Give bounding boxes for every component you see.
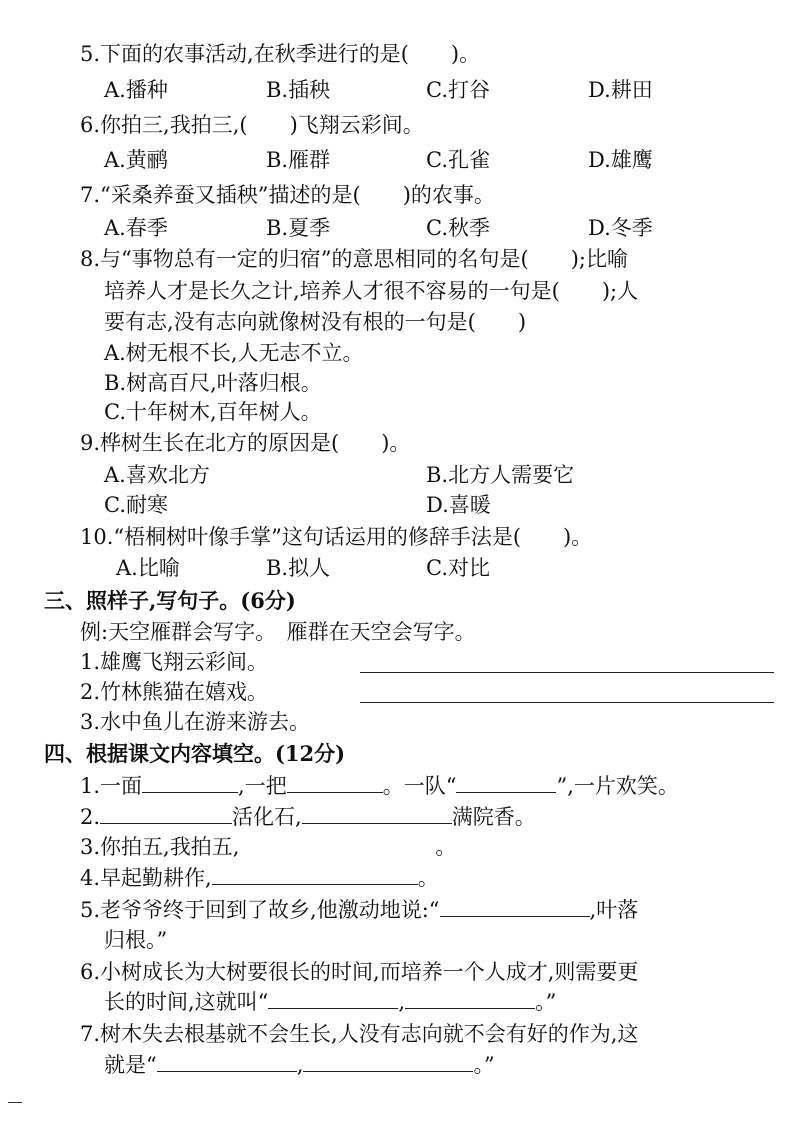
fill-item-7-text-c: , xyxy=(296,1053,304,1077)
fill-blank-4[interactable] xyxy=(212,864,418,885)
fill-blank-7b[interactable] xyxy=(303,1051,473,1072)
fill-item-5-line-2: 归根。” xyxy=(104,928,168,952)
page-corner-mark xyxy=(8,1102,22,1103)
fill-item-2-text-c: 满院香。 xyxy=(451,805,536,829)
answer-line-2[interactable] xyxy=(360,702,774,703)
section-3-item-3: 3.水中鱼儿在游来游去。 xyxy=(80,710,311,734)
q7-option-d: D.冬季 xyxy=(588,216,653,240)
fill-item-5-text-a: 5.老爷爷终于回到了故乡,他激动地说:“ xyxy=(80,898,440,922)
q9-option-a: A.喜欢北方 xyxy=(104,463,210,487)
q8-option-a: A.树无根不长,人无志不立。 xyxy=(104,341,364,365)
q6-option-a: A.黄鹂 xyxy=(104,148,168,172)
q6-option-b: B.雁群 xyxy=(266,148,331,172)
question-5-stem: 5.下面的农事活动,在秋季进行的是( )。 xyxy=(80,42,481,66)
q9-option-b: B.北方人需要它 xyxy=(426,463,575,487)
q5-option-c: C.打谷 xyxy=(426,78,490,102)
q10-option-c: C.对比 xyxy=(426,556,490,580)
fill-item-7-line-2 xyxy=(104,1051,495,1079)
section-3-item-2: 2.竹林熊猫在嬉戏。 xyxy=(80,680,269,704)
fill-item-6-line-1: 6.小树成长为大树要很长的时间,而培养一个人成才,则需要更 xyxy=(80,960,639,984)
fill-item-2 xyxy=(80,803,536,831)
q6-option-c: C.孔雀 xyxy=(426,148,490,172)
fill-item-5-text-b: ,叶落 xyxy=(589,898,639,922)
fill-blank-2a[interactable] xyxy=(100,803,232,824)
question-10-stem: 10.“梧桐树叶像手掌”这句话运用的修辞手法是( )。 xyxy=(80,525,593,549)
question-7-stem: 7.“采桑养蚕又插秧”描述的是( )的农事。 xyxy=(80,183,495,207)
fill-item-5-line-1 xyxy=(80,896,638,924)
q8-option-c: C.十年树木,百年树人。 xyxy=(104,400,322,424)
question-8-line-1: 8.与“事物总有一定的归宿”的意思相同的名句是( );比喻 xyxy=(80,247,628,271)
section-3-item-1: 1.雄鹰飞翔云彩间。 xyxy=(80,650,269,674)
q5-option-b: B.插秧 xyxy=(266,78,331,102)
q10-option-b: B.拟人 xyxy=(266,556,331,580)
fill-item-6-line-2 xyxy=(104,988,556,1016)
fill-item-7-text-b: 就是“ xyxy=(104,1053,157,1077)
q5-option-a: A.播种 xyxy=(104,78,168,102)
question-9-stem: 9.桦树生长在北方的原因是( )。 xyxy=(80,431,411,455)
fill-item-2-text-b: 活化石, xyxy=(232,805,302,829)
fill-item-1-text-a: 1.一面 xyxy=(80,774,143,798)
question-8-line-3: 要有志,没有志向就像树没有根的一句是( ) xyxy=(104,310,527,334)
fill-item-4-text-a: 4.早起勤耕作, xyxy=(80,866,212,890)
fill-item-4 xyxy=(80,864,439,892)
fill-blank-6a[interactable] xyxy=(268,988,398,1009)
fill-item-1-text-b: ,一把 xyxy=(238,774,287,798)
question-6-stem: 6.你拍三,我拍三,( )飞翔云彩间。 xyxy=(80,113,424,137)
q7-option-b: B.夏季 xyxy=(266,216,331,240)
q6-option-d: D.雄鹰 xyxy=(588,148,653,172)
fill-blank-2b[interactable] xyxy=(302,803,452,824)
q10-option-a: A.比喻 xyxy=(116,556,180,580)
fill-item-6-text-b: 长的时间,这就叫“ xyxy=(104,990,269,1014)
q7-option-a: A.春季 xyxy=(104,216,168,240)
fill-item-7-text-d: 。” xyxy=(473,1053,495,1077)
fill-item-1 xyxy=(80,772,679,800)
fill-blank-3[interactable] xyxy=(239,833,435,854)
fill-blank-7a[interactable] xyxy=(157,1051,297,1072)
fill-blank-6b[interactable] xyxy=(405,988,535,1009)
fill-item-1-text-d: ”,一片欢笑。 xyxy=(556,774,679,798)
section-3-title: 三、照样子,写句子。(6分) xyxy=(44,588,296,613)
fill-item-2-text-a: 2. xyxy=(80,805,101,829)
q9-option-d: D.喜暖 xyxy=(426,493,491,517)
fill-blank-1c[interactable] xyxy=(456,772,556,793)
fill-item-3 xyxy=(80,833,456,861)
fill-item-1-text-c: 。一队“ xyxy=(382,774,457,798)
fill-blank-5[interactable] xyxy=(440,896,590,917)
fill-item-6-text-d: 。” xyxy=(535,990,557,1014)
q5-option-d: D.耕田 xyxy=(588,78,653,102)
fill-item-6-text-c: , xyxy=(398,990,406,1014)
fill-blank-1b[interactable] xyxy=(287,772,383,793)
question-8-line-2: 培养人才是长久之计,培养人才很不容易的一句是( );人 xyxy=(104,279,639,303)
fill-blank-1a[interactable] xyxy=(142,772,238,793)
section-3-example: 例:天空雁群会写字。 雁群在天空会写字。 xyxy=(80,620,476,644)
q9-option-c: C.耐寒 xyxy=(104,493,168,517)
fill-item-3-text-a: 3.你拍五,我拍五, xyxy=(80,835,240,859)
fill-item-7-line-1: 7.树木失去根基就不会生长,人没有志向就不会有好的作为,这 xyxy=(80,1022,639,1046)
answer-line-1[interactable] xyxy=(360,672,774,673)
fill-item-3-text-b: 。 xyxy=(435,835,457,859)
fill-item-4-text-b: 。 xyxy=(417,866,439,890)
q8-option-b: B.树高百尺,叶落归根。 xyxy=(104,371,322,395)
q7-option-c: C.秋季 xyxy=(426,216,490,240)
section-4-title: 四、根据课文内容填空。(12分) xyxy=(44,741,346,766)
